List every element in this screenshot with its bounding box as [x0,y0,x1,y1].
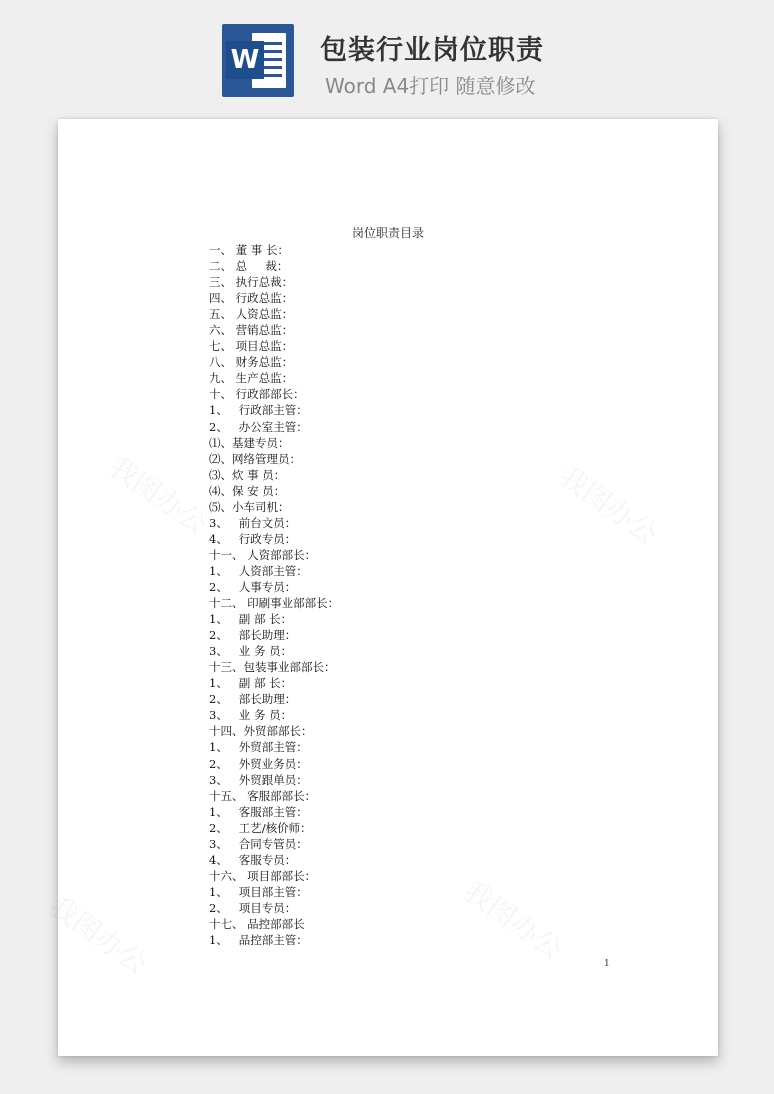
toc-item: 二、 总 裁： [209,259,289,274]
toc-item: 十五、 客服部部长： [209,788,317,803]
toc-item: 2、 工艺/核价师： [209,820,312,835]
toc-item: 九、 生产总监： [209,371,294,386]
toc-item: 3、 业 务 员： [209,644,293,659]
toc-item: 1、 外贸部主管： [209,740,308,755]
toc-item: 2、 外贸业务员： [209,756,308,771]
word-letter: W [226,41,264,79]
toc-item: 3、 外贸跟单员： [209,772,308,787]
toc-item: 2、 项目专员： [209,900,297,915]
toc-title: 岗位职责目录 [351,226,424,240]
toc-item: 七、 项目总监： [209,339,294,354]
watermark [42,885,157,982]
toc-item: 十、 行政部部长： [209,387,305,402]
toc-item: 1、 副 部 长： [209,676,293,691]
toc-item: 四、 行政总监： [209,291,294,306]
toc-item: 十七、 品控部部长 [209,916,305,931]
toc-item: 三、 执行总裁： [209,275,294,290]
toc-item: 3、 前台文员： [209,515,297,530]
toc-item: 3、 业 务 员： [209,708,293,723]
watermark [102,445,217,542]
document-page [58,119,718,1056]
watermark [552,455,667,552]
toc-item: 五、 人资总监： [209,307,294,322]
word-icon [222,24,294,97]
toc-list [209,242,529,948]
toc-item: 十一、 人资部部长： [209,547,317,562]
toc-item: 1、 品控部主管： [209,933,308,948]
toc-item: 1、 人资部主管： [209,563,308,578]
toc-item: ⑸、小车司机： [209,499,290,514]
toc-item: 十二、 印刷事业部部长： [209,596,340,611]
toc-item: 十三、包装事业部部长： [209,660,336,675]
page-title: 包装行业岗位职责 [320,35,544,66]
toc-item: ⑷、保 安 员： [209,483,286,498]
toc-item: 1、 行政部主管： [209,403,308,418]
toc-item: ⑵、网络管理员： [209,451,301,466]
toc-item: ⑶、炊 事 员： [209,467,286,482]
header [0,0,774,110]
toc-item: 十四、外贸部部长： [209,724,313,739]
toc-item: 八、 财务总监： [209,355,294,370]
toc-item: 1、 副 部 长： [209,612,293,627]
toc-item: 3、 合同专管员： [209,836,308,851]
toc-item: 一、 董 事 长： [209,243,289,257]
toc-item: 十六、 项目部部长： [209,868,317,883]
page-number: 1 [604,959,610,969]
toc-item: 2、 办公室主管： [209,419,308,434]
toc-item: ⑴、基建专员： [209,435,290,450]
toc-item: 2、 部长助理： [209,692,297,707]
page-subtitle: Word A4打印 随意修改 [325,74,536,98]
toc-item: 2、 人事专员： [209,579,297,594]
toc-item: 1、 项目部主管： [209,884,308,899]
toc-item: 4、 客服专员： [209,852,297,867]
toc-item: 4、 行政专员： [209,531,297,546]
toc-item: 六、 营销总监： [209,323,294,338]
toc-item: 1、 客服部主管： [209,804,308,819]
toc-item: 2、 部长助理： [209,628,297,643]
